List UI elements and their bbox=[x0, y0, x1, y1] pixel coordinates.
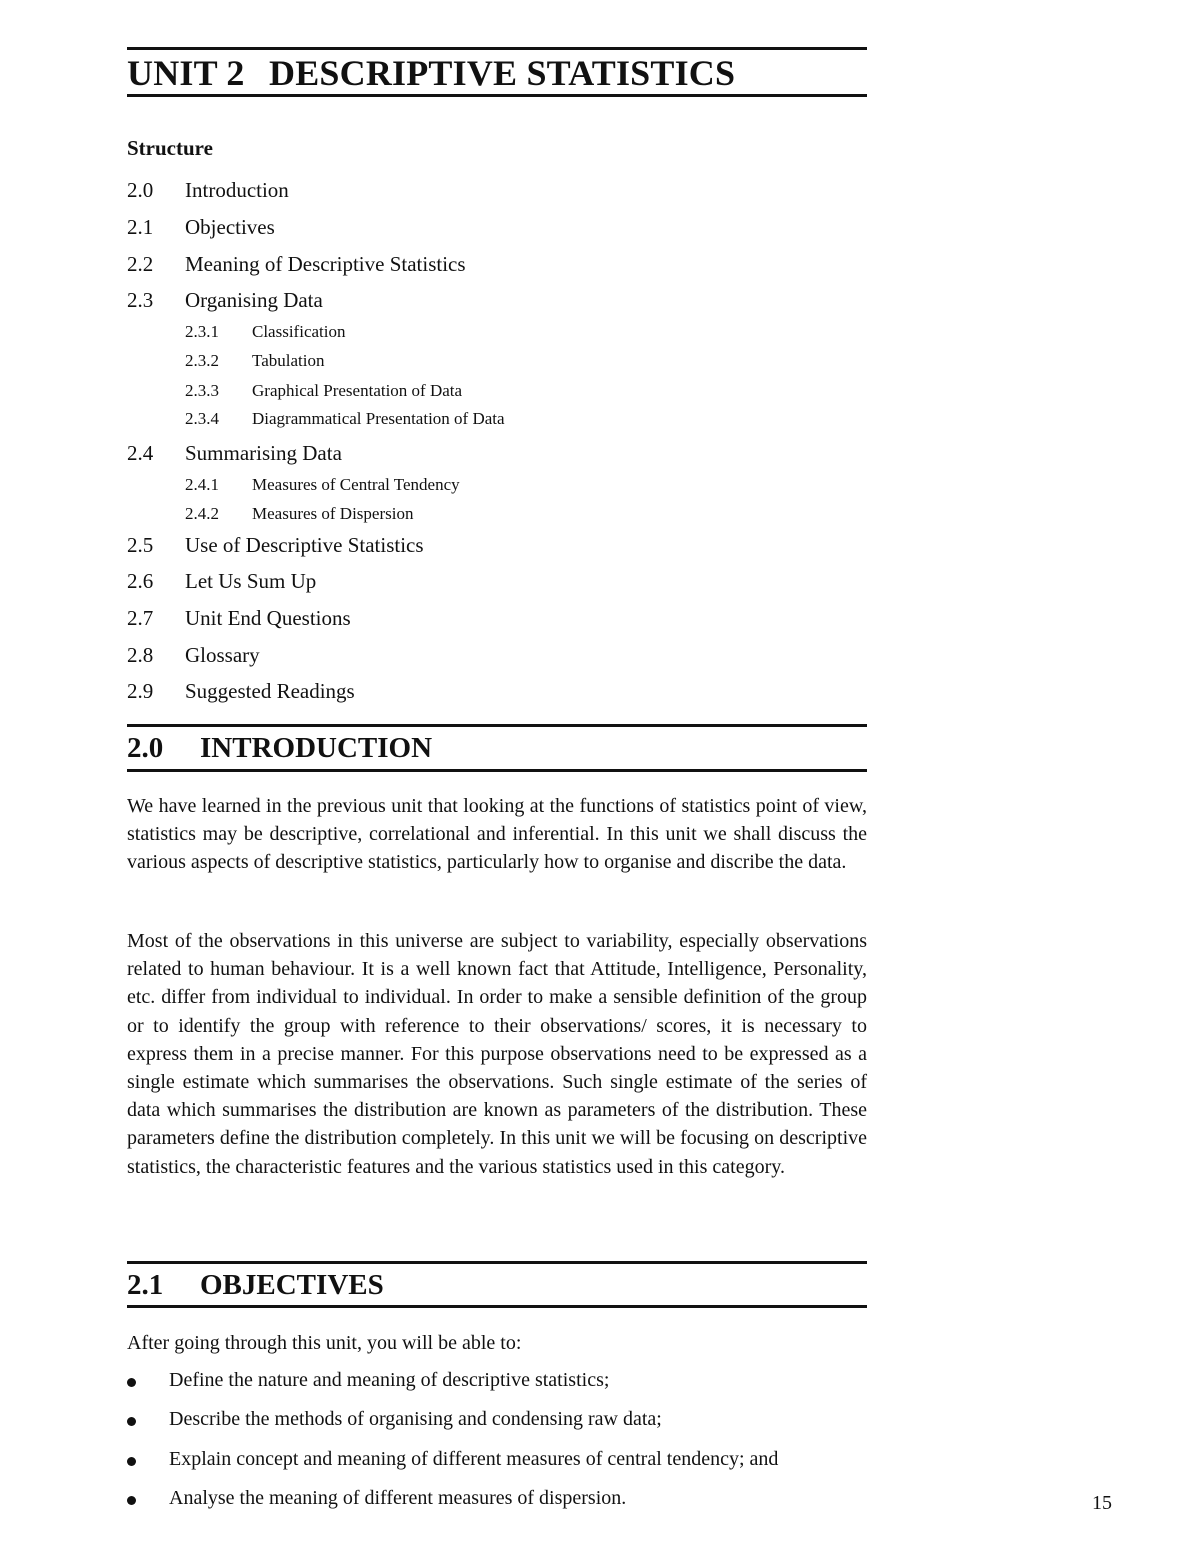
unit-number: UNIT 2 bbox=[127, 53, 245, 93]
unit-title bbox=[127, 52, 735, 94]
section-heading-introduction: 2.0 INTRODUCTION bbox=[127, 732, 433, 764]
toc-item: 2.5 Use of Descriptive Statistics bbox=[127, 533, 424, 557]
toc-item: 2.7 Unit End Questions bbox=[127, 606, 351, 630]
toc-item: 2.6 Let Us Sum Up bbox=[127, 569, 317, 593]
toc-subitem: 2.3.4 Diagrammatical Presentation of Data bbox=[185, 409, 505, 428]
intro-bottom-rule bbox=[127, 769, 867, 772]
bullet-dot-icon bbox=[127, 1457, 136, 1466]
structure-label: Structure bbox=[127, 136, 213, 160]
bullet-dot-icon bbox=[127, 1496, 136, 1505]
toc-subitem: 2.3.2 Tabulation bbox=[185, 351, 325, 370]
toc-item: 2.2 Meaning of Descriptive Statistics bbox=[127, 252, 466, 276]
toc-subitem: 2.4.2 Measures of Dispersion bbox=[185, 504, 414, 523]
toc-item: 2.8 Glossary bbox=[127, 643, 260, 667]
unit-title-text: DESCRIPTIVE STATISTICS bbox=[269, 53, 736, 93]
toc-item: 2.4 Summarising Data bbox=[127, 441, 342, 465]
page-number: 15 bbox=[1092, 1492, 1112, 1514]
bullet-dot-icon bbox=[127, 1378, 136, 1387]
section-heading-objectives: 2.1 OBJECTIVES bbox=[127, 1269, 384, 1301]
intro-paragraph-2: Most of the observations in this universe are subject to variability, especially observations related to human behaviour. It is a well known fact that Attitude, Intelligence, Personality, etc. differ from individual to individual. In order to make a sensible definition of the group or to identify the group with reference to their observations/ scores, it is necessary to express them in a precise manner. For this purpose observations need to be expressed as a single estimate which summarises the observations. Such single estimate of the series of data which summarises the distribution are known as parameters of the distribution. These parameters define the distribution completely. In this unit we will be focusing on descriptive statistics, the characteristic features and the various statistics used in this category. bbox=[127, 930, 867, 1178]
objectives-top-rule bbox=[127, 1261, 867, 1264]
toc-subitem: 2.3.3 Graphical Presentation of Data bbox=[185, 381, 463, 400]
toc-item: 2.3 Organising Data bbox=[127, 288, 323, 312]
intro-paragraph-1: We have learned in the previous unit that looking at the functions of statistics point of view, statistics may be descriptive, correlational and inferential. In this unit we shall discuss the various aspects of descriptive statistics, particularly how to organise and discribe the data. bbox=[127, 795, 867, 874]
toc-item: 2.1 Objectives bbox=[127, 215, 275, 239]
toc-item: 2.9 Suggested Readings bbox=[127, 679, 355, 703]
objectives-bottom-rule bbox=[127, 1305, 867, 1308]
bullet-dot-icon bbox=[127, 1417, 136, 1426]
toc-subitem: 2.4.1 Measures of Central Tendency bbox=[185, 475, 460, 494]
toc-subitem: 2.3.1 Classification bbox=[185, 322, 346, 341]
intro-top-rule bbox=[127, 724, 867, 727]
unit-title-underline bbox=[127, 94, 867, 97]
toc-item: 2.0 Introduction bbox=[127, 178, 289, 202]
objectives-lead: After going through this unit, you will be able to: bbox=[127, 1332, 522, 1354]
top-rule bbox=[127, 47, 867, 50]
